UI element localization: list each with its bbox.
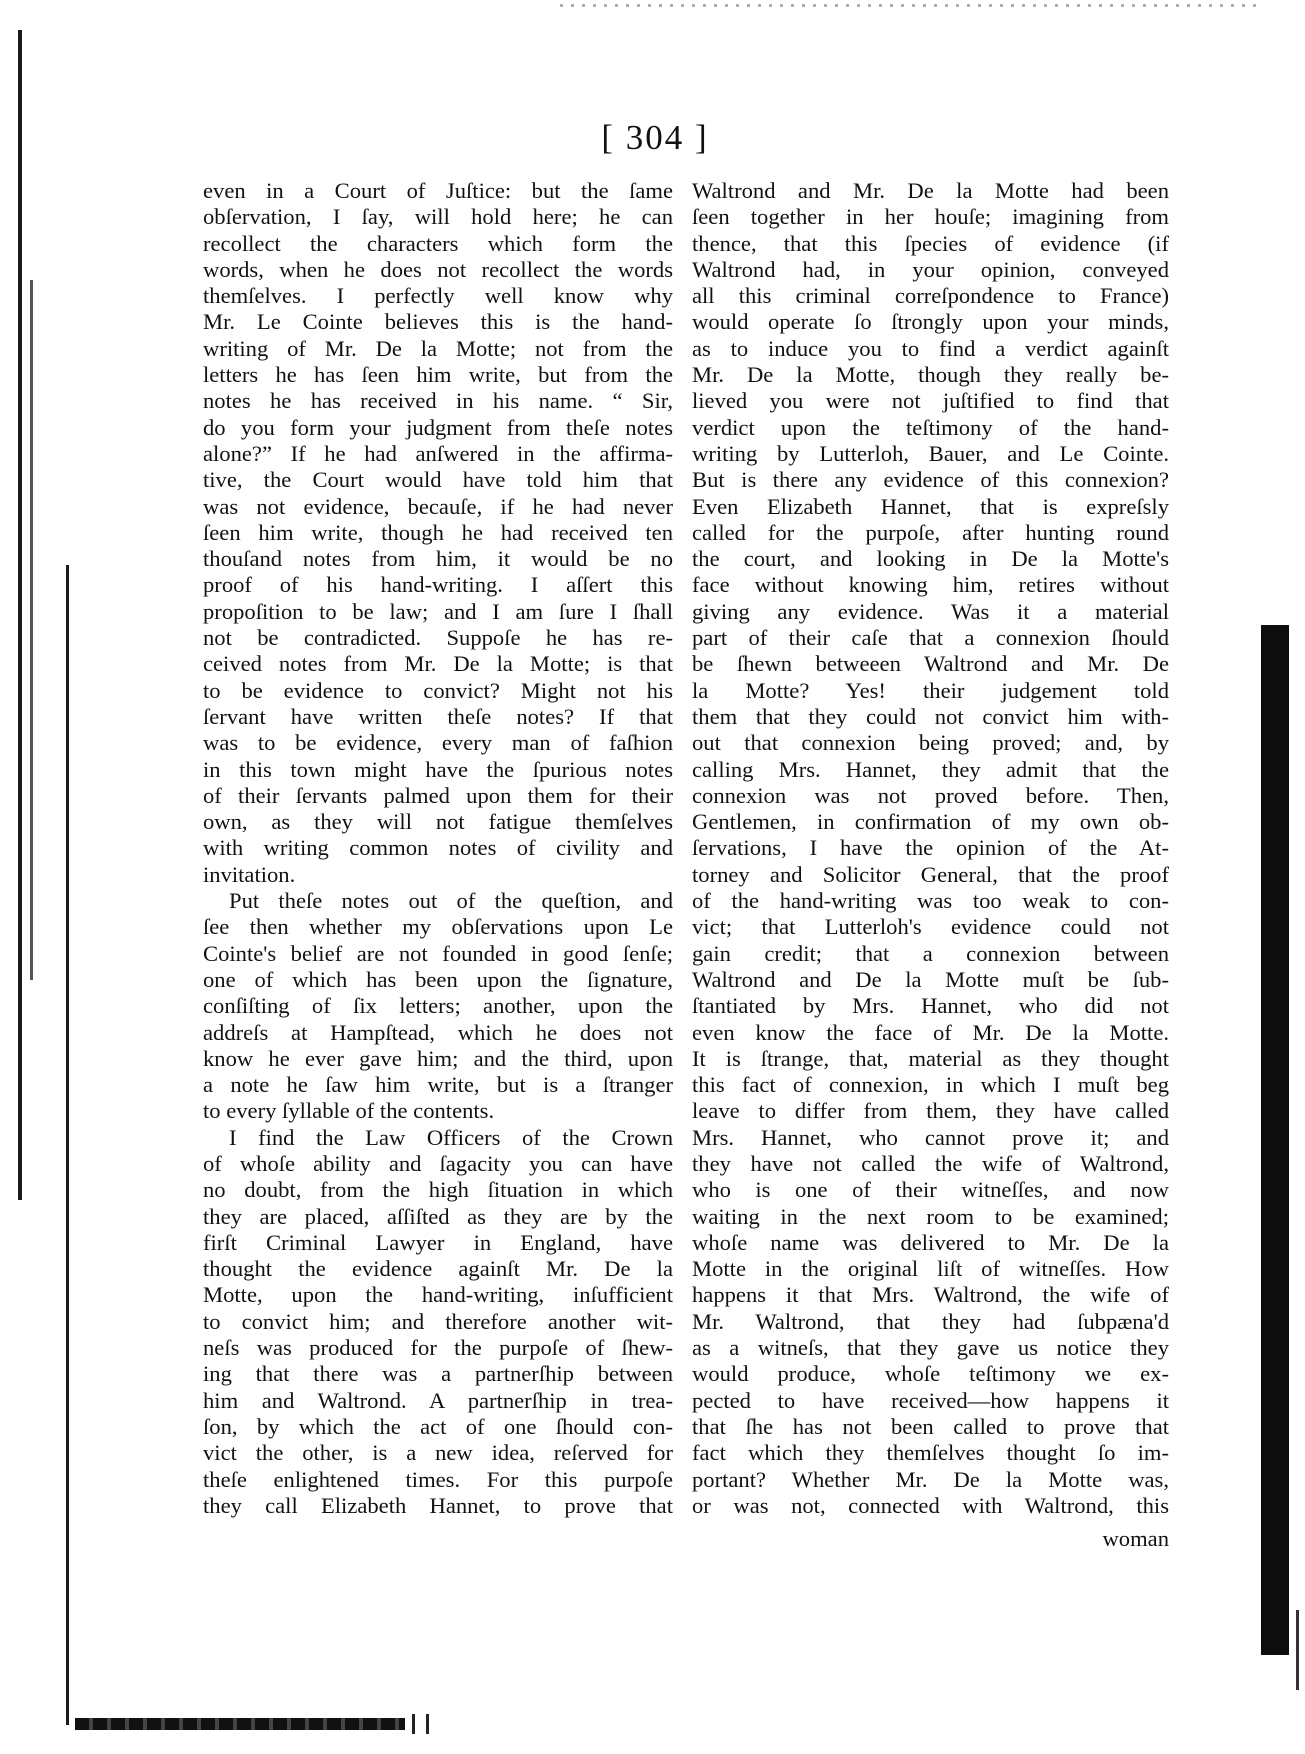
text-line: own, as they will not fatigue themſelves [203,809,673,835]
text-line: the court, and looking in De la Motte's [692,546,1169,572]
scan-edge-right [1261,625,1289,1655]
text-line: propoſition to be law; and I am ſure I ſhall [203,598,673,624]
text-line: of the hand-writing was too weak to con- [692,888,1169,914]
text-line: Motte in the original liſt of witneſſes. How [692,1256,1169,1282]
text-line: ſeen together in her houſe; imagining from [692,204,1169,230]
text-line: theſe enlightened times. For this purpoſe [203,1466,673,1492]
text-line: It is ſtrange, that, material as they thought [692,1045,1169,1071]
text-line: to every ſyllable of the contents. [203,1098,495,1124]
text-line: I find the Law Officers of the Crown [229,1124,673,1150]
text-line: as to induce you to find a verdict againſt [692,335,1169,361]
text-line: invitation. [203,861,296,887]
text-line: in this town might have the ſpurious notes [203,756,673,782]
text-line: ſervations, I have the opinion of the At- [692,835,1169,861]
scan-edge-left-margin [66,565,69,1725]
text-line: tive, the Court would have told him that [203,467,673,493]
text-line: to be evidence to convict? Might not his [203,677,673,703]
text-line: lieved you were not juſtified to find that [692,388,1169,414]
text-line: But is there any evidence of this connexion? [692,467,1169,493]
text-line: this fact of connexion, in which I muſt beg [692,1072,1169,1098]
right-text-column [692,178,1169,1519]
text-line: pected to have received—how happens it [692,1387,1169,1413]
scan-noise-top [560,4,1260,7]
text-line: neſs was produced for the purpoſe of ſhew- [203,1335,673,1361]
text-line: part of their caſe that a connexion ſhould [692,625,1169,651]
text-line: would produce, whoſe teſtimony we ex- [692,1361,1169,1387]
text-line: of whoſe ability and ſagacity you can have [203,1150,673,1176]
text-line: thence, that this ſpecies of evidence (if [692,230,1169,256]
text-line: ſon, by which the act of one ſhould con- [203,1413,673,1439]
text-line: ing that there was a partnerſhip between [203,1361,673,1387]
text-line: obſervation, I ſay, will hold here; he can [203,204,673,230]
text-line: Mr. Waltrond, that they had ſubpæna'd [692,1308,1169,1334]
text-line: Mr. De la Motte, though they really be- [692,362,1169,388]
scan-edge-bottom-mark [412,1714,415,1734]
text-line: portant? Whether Mr. De la Motte was, [692,1466,1169,1492]
text-line: them that they could not convict him with- [692,703,1169,729]
text-line: they are placed, aſſiſted as they are by the [203,1203,673,1229]
text-line: connexion was not proved before. Then, [692,782,1169,808]
text-line: Waltrond and Mr. De la Motte had been [692,178,1169,203]
text-line: giving any evidence. Was it a material [692,598,1169,624]
text-line: ceived notes from Mr. De la Motte; is that [203,651,673,677]
text-line: thought the evidence againſt Mr. De la [203,1256,673,1282]
text-line: calling Mrs. Hannet, they admit that the [692,756,1169,782]
catchword: woman [1102,1526,1169,1551]
text-line: would operate ſo ſtrongly upon your minds, [692,309,1169,335]
text-line: ſtantiated by Mrs. Hannet, who did not [692,993,1169,1019]
text-line: they call Elizabeth Hannet, to prove that [203,1492,673,1518]
text-line: notes he has received in his name. “ Sir, [203,388,673,414]
text-line: Motte, upon the hand-writing, inſufficient [203,1282,673,1308]
scan-edge-bottom [75,1718,405,1730]
scan-edge-left-inner [30,280,33,980]
text-line: was not evidence, becauſe, if he had never [203,493,673,519]
text-line: be ſhewn betweeen Waltrond and Mr. De [692,651,1169,677]
text-line: vict; that Lutterloh's evidence could not [692,914,1169,940]
text-line: Put theſe notes out of the queſtion, and [229,888,673,914]
text-line: letters he has ſeen him write, but from the [203,362,673,388]
text-line: ſeen him write, though he had received ten [203,519,673,545]
text-line: him and Waltrond. A partnerſhip in trea- [203,1387,673,1413]
text-line: even know the face of Mr. De la Motte. [692,1019,1169,1045]
left-text-column [203,178,673,1519]
text-line: all this criminal correſpondence to France) [692,283,1169,309]
text-line: one of which has been upon the ſignature, [203,966,673,992]
text-line: leave to differ from them, they have called [692,1098,1169,1124]
text-line: of their ſervants palmed upon them for their [203,782,673,808]
text-line: called for the purpoſe, after hunting round [692,519,1169,545]
text-line: firſt Criminal Lawyer in England, have [203,1229,673,1255]
text-line: ſervant have written theſe notes? If that [203,703,673,729]
text-line: Even Elizabeth Hannet, that is expreſsly [692,493,1169,519]
page-number: [ 304 ] [601,118,709,157]
text-line: or was not, connected with Waltrond, this [692,1492,1169,1518]
text-line: know he ever gave him; and the third, upon [203,1045,673,1071]
text-line: whoſe name was delivered to Mr. De la [692,1229,1169,1255]
text-line: with writing common notes of civility and [203,835,673,861]
text-line: proof of his hand-writing. I aſſert this [203,572,673,598]
text-line: torney and Solicitor General, that the proof [692,861,1169,887]
text-line: who is one of their witneſſes, and now [692,1177,1169,1203]
text-line: ſee then whether my obſervations upon Le [203,914,673,940]
text-line: writing of Mr. De la Motte; not from the [203,335,673,361]
text-line: happens it that Mrs. Waltrond, the wife of [692,1282,1169,1308]
text-line: as a witneſs, that they gave us notice they [692,1335,1169,1361]
scan-edge-bottom-mark [426,1714,429,1734]
text-line: recollect the characters which form the [203,230,673,256]
text-line: they have not called the wife of Waltrond, [692,1150,1169,1176]
text-line: do you form your judgment from theſe notes [203,414,673,440]
text-line: not be contradicted. Suppoſe he has re- [203,625,673,651]
text-line: no doubt, from the high ſituation in which [203,1177,673,1203]
text-line: writing by Lutterloh, Bauer, and Le Cointe. [692,440,1169,466]
text-line: that ſhe has not been called to prove that [692,1413,1169,1439]
text-line: a note he ſaw him write, but is a ſtranger [203,1072,673,1098]
text-line: vict the other, is a new idea, reſerved for [203,1440,673,1466]
text-line: gain credit; that a connexion between [692,940,1169,966]
text-line: verdict upon the teſtimony of the hand- [692,414,1169,440]
text-line: la Motte? Yes! their judgement told [692,677,1169,703]
text-line: addreſs at Hampſtead, which he does not [203,1019,673,1045]
text-line: Cointe's belief are not founded in good ſenſe; [203,940,673,966]
text-line: out that connexion being proved; and, by [692,730,1169,756]
text-line: even in a Court of Juſtice: but the ſame [203,178,673,203]
text-line: fact which they themſelves thought ſo im- [692,1440,1169,1466]
text-line: Mrs. Hannet, who cannot prove it; and [692,1124,1169,1150]
text-line: Mr. Le Cointe believes this is the hand- [203,309,673,335]
text-line: was to be evidence, every man of faſhion [203,730,673,756]
scan-edge-left [18,30,22,1200]
text-line: conſiſting of ſix letters; another, upon the [203,993,673,1019]
text-line: waiting in the next room to be examined; [692,1203,1169,1229]
text-line: face without knowing him, retires without [692,572,1169,598]
text-line: Gentlemen, in confirmation of my own ob- [692,809,1169,835]
text-line: words, when he does not recollect the words [203,256,673,282]
text-line: Waltrond and De la Motte muſt be ſub- [692,966,1169,992]
scan-edge-right-thin [1296,1610,1299,1690]
text-line: alone?” If he had anſwered in the affirma- [203,440,673,466]
text-line: themſelves. I perfectly well know why [203,283,673,309]
text-line: Waltrond had, in your opinion, conveyed [692,256,1169,282]
text-line: to convict him; and therefore another wit- [203,1308,673,1334]
text-line: thouſand notes from him, it would be no [203,546,673,572]
